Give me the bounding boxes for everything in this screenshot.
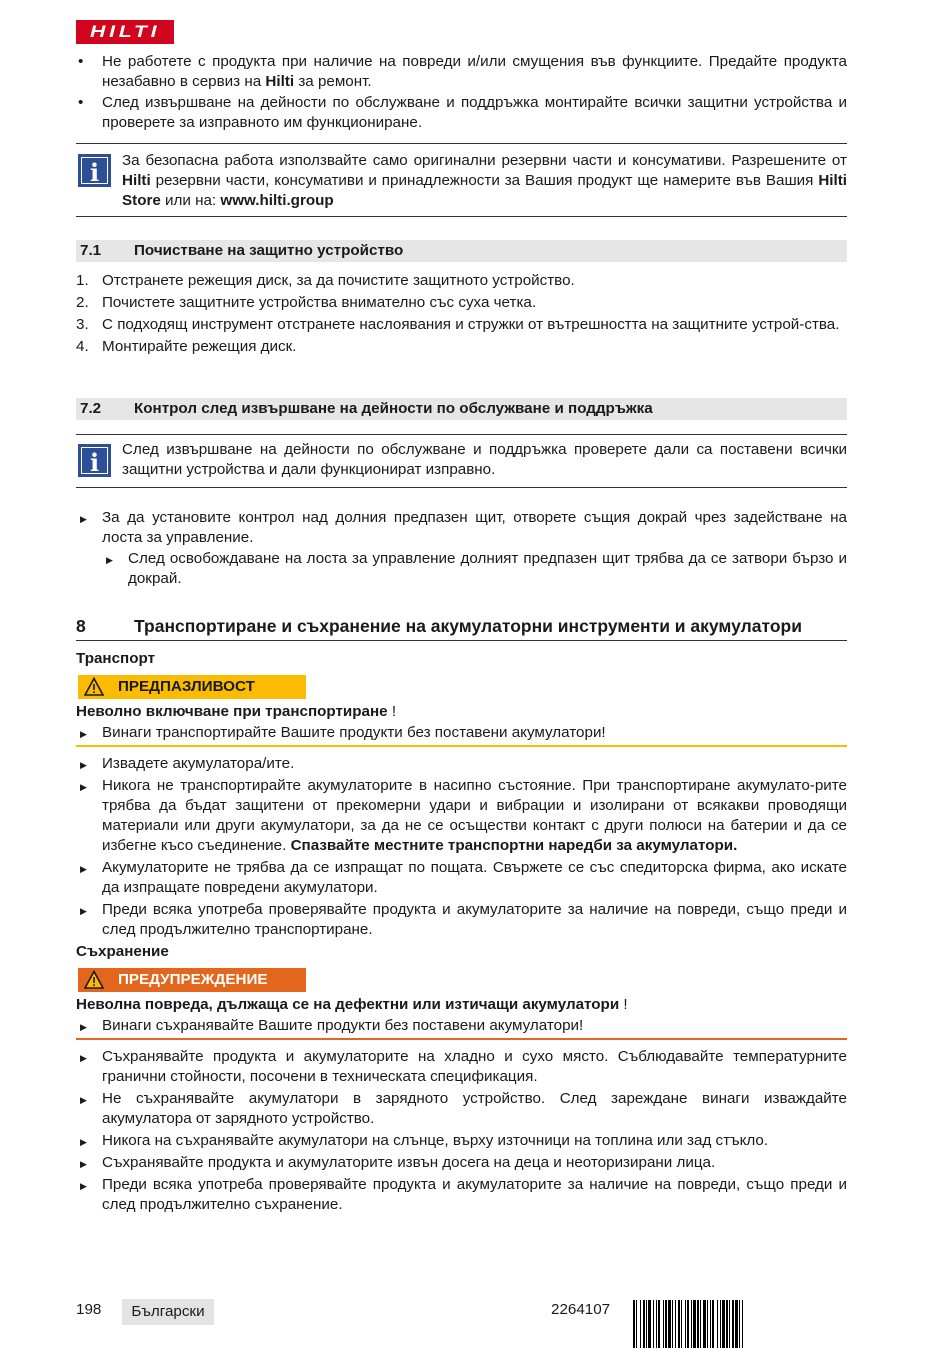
triangle-bullet-icon: ▶ [80, 514, 87, 524]
list-item: • Не работете с продукта при наличие на повреди и/или смущения във функциите. Предайте продукта незабавно в сервиз на Hilti за ремонт. [78, 53, 847, 90]
triangle-bullet-icon: ▶ [80, 1181, 87, 1191]
list-item: ▶ Съхранявайте продукта и акумулаторите извън досега на деца и неоторизирани лица. [76, 1153, 847, 1173]
info-icon: i [78, 444, 111, 477]
caution-signal-word: ПРЕДПАЗЛИВОСТ [78, 675, 306, 699]
storage-hazard: Неволна повреда, дължаща се на дефектни или изтичащи акумулатори ! [76, 996, 628, 1013]
list-item: 3. С подходящ инструмент отстранете наслоявания и стружки от вътрешността на защитните устрой-ства. [76, 316, 840, 333]
list-item: ▶ Преди всяка употреба проверявайте продукта и акумулаторите за наличие на повреди, също преди и след продължително съхранение. [80, 1176, 847, 1213]
list-item: ▶ Преди всяка употреба проверявайте продукта и акумулаторите за наличие на повреди, също преди и след продължително транспортиране. [80, 901, 847, 938]
list-item: ▶ Винаги транспортирайте Вашите продукти без поставени акумулатори! [76, 723, 847, 743]
list-item: ▶ Никога на съхранявайте акумулатори на слънце, върху източници на топлина или зад стъкло. [76, 1131, 847, 1151]
triangle-bullet-icon: ▶ [80, 906, 87, 916]
control-result-list [102, 549, 847, 589]
list-item: ▶ Извадете акумулатора/ите. [76, 754, 847, 774]
control-action-list [76, 508, 847, 548]
list-item: 4. Монтирайте режещия диск. [76, 338, 297, 355]
hilti-logo: HILTI [76, 20, 174, 44]
list-item: 1. Отстранете режещия диск, за да почистите защитното устройство. [76, 272, 575, 289]
language-badge: Български [122, 1299, 214, 1325]
caution-rule [76, 745, 847, 747]
warning-triangle-icon [84, 677, 104, 697]
list-item: ▶ Винаги съхранявайте Вашите продукти без поставени акумулатори! [76, 1016, 847, 1036]
list-item: • След извършване на дейности по обслужване и поддръжка монтирайте всички защитни устройства и проверете за изправното им функциониране. [78, 94, 847, 131]
list-item: ▶ След освобождаване на лоста за управление долният предпазен щит трябва да се затвори бързо и докрай. [106, 550, 847, 587]
intro-bullet-list [76, 52, 847, 133]
list-item: ▶ За да установите контрол над долния предпазен щит, отворете същия докрай чрез задействане на лоста за управление. [80, 509, 847, 546]
transport-heading: Транспорт [76, 650, 156, 667]
info-icon: i [78, 154, 111, 187]
page-number: 198 [76, 1301, 102, 1318]
warning-triangle-icon [84, 970, 104, 990]
section-heading-7-2: 7.2 Контрол след извършване на дейности по обслужване и поддръжка [76, 398, 847, 420]
section-heading-8: 8 Транспортиране и съхранение на акумулаторни инструменти и акумулатори [76, 613, 847, 641]
document-number: 2264107 [551, 1301, 611, 1318]
list-item: ▶ Не съхранявайте акумулатори в зарядното устройство. След зареждане винаги изваждайте акумулатора от зарядното устройство. [80, 1090, 847, 1127]
info-note-text: След извършване на дейности по обслужване и поддръжка проверете дали са поставени всички защитни устройства и дали функционират изправно. [122, 441, 847, 478]
transport-bullet-list [76, 754, 847, 940]
triangle-bullet-icon: ▶ [80, 1095, 87, 1105]
transport-hazard: Неволно включване при транспортиране ! [76, 703, 397, 720]
list-item: 2. Почистете защитните устройства внимателно със суха четка. [76, 294, 537, 311]
list-item: ▶ Съхранявайте продукта и акумулаторите на хладно и сухо място. Съблюдавайте температурните гранични стойности, посочени в техническата спецификация. [80, 1048, 847, 1085]
transport-measure-list [76, 723, 847, 743]
storage-bullet-list [76, 1047, 847, 1215]
triangle-bullet-icon: ▶ [80, 864, 87, 874]
triangle-bullet-icon: ▶ [80, 1022, 87, 1032]
triangle-bullet-icon: ▶ [80, 1053, 87, 1063]
info-note [76, 143, 847, 217]
triangle-bullet-icon: ▶ [80, 729, 87, 739]
storage-heading: Съхранение [76, 943, 169, 960]
info-note [76, 434, 847, 488]
warning-signal-word: ПРЕДУПРЕЖДЕНИЕ [78, 968, 306, 992]
triangle-bullet-icon: ▶ [80, 1159, 87, 1169]
triangle-bullet-icon: ▶ [80, 782, 87, 792]
cleaning-steps-list [76, 271, 847, 357]
warning-rule [76, 1038, 847, 1040]
list-item: ▶ Никога не транспортирайте акумулаторите в насипно състояние. При транспортиране акумулато-рите трябва да бъдат защитени от прекомерни удари и вибрации и изолирани от всякакви проводящи материали или други акумулатори, за да не се осъществи контакт с други полюси на батерии и да се избегне късо съединение. Спазвайте местните транспортни наредби за акумулатори. [80, 777, 847, 854]
info-note-text: За безопасна работа използвайте само оригинални резервни части и консумативи. Разрешените от Hilti резервни части, консумативи и принадлежности за Вашия продукт ще намерите във Вашия Hilti Store или на: www.hilti.group [122, 152, 847, 209]
triangle-bullet-icon: ▶ [80, 1137, 87, 1147]
barcode-image [633, 1300, 847, 1348]
storage-measure-list [76, 1016, 847, 1036]
section-heading-7-1: 7.1 Почистване на защитно устройство [76, 240, 847, 262]
triangle-bullet-icon: ▶ [106, 555, 113, 565]
triangle-bullet-icon: ▶ [80, 760, 87, 770]
list-item: ▶ Акумулаторите не трябва да се изпращат по пощата. Свържете се със спедиторска фирма, ако искате да изпращате повредени акумулатори. [80, 859, 847, 896]
